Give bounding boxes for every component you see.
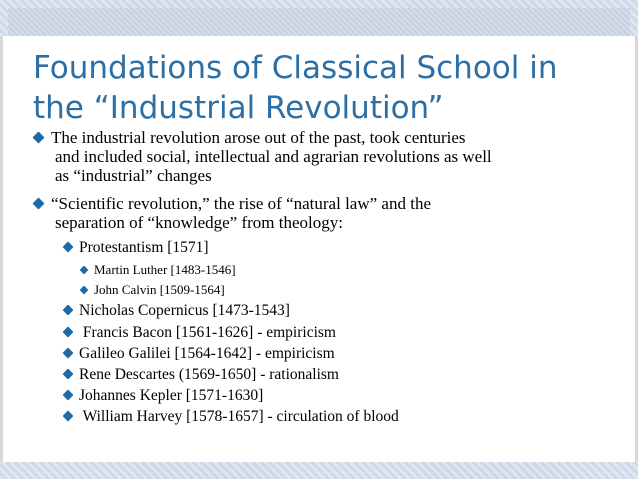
diamond-bullet-icon — [62, 368, 73, 379]
bottom-decorative-band — [0, 462, 638, 479]
sub-bullet-label: Galileo Galilei [1564-1642] - empiricism — [79, 345, 335, 362]
sub-bullet-protestantism — [63, 239, 209, 256]
bullet-1-line-2: and included social, intellectual and agrarian revolutions as well — [55, 147, 492, 166]
title-line-1: Foundations of Classical School in — [33, 50, 558, 86]
sub-bullet-descartes — [63, 366, 339, 383]
sub-bullet-galileo — [63, 345, 335, 362]
sub-bullet-label: Nicholas Copernicus [1473-1543] — [79, 302, 290, 319]
sub-sub-bullet-label: John Calvin [1509-1564] — [94, 282, 225, 297]
bullet-item-2-cont-1 — [55, 214, 343, 231]
sub-bullet-copernicus — [63, 302, 290, 319]
bullet-item-1-cont-2 — [55, 167, 212, 184]
top-band-inner — [8, 8, 630, 36]
bullet-1-line-1: The industrial revolution arose out of the past, took centuries — [51, 128, 466, 147]
diamond-bullet-icon — [62, 326, 73, 337]
diamond-bullet-icon — [80, 286, 89, 295]
sub-bullet-bacon — [63, 324, 336, 341]
sub-bullet-label: Rene Descartes (1569-1650] - rationalism — [79, 366, 339, 383]
sub-sub-bullet-label: Martin Luther [1483-1546] — [94, 262, 236, 277]
diamond-bullet-icon — [32, 131, 44, 143]
diamond-bullet-icon — [62, 389, 73, 400]
sub-bullet-label: Johannes Kepler [1571-1630] — [79, 387, 264, 404]
sub-bullet-label: Protestantism [1571] — [79, 239, 209, 256]
bullet-item-1 — [33, 129, 466, 146]
diamond-bullet-icon — [62, 241, 73, 252]
diamond-bullet-icon — [62, 347, 73, 358]
sub-sub-bullet-luther — [80, 262, 236, 278]
bullet-item-1-cont-1 — [55, 148, 492, 165]
bullet-1-line-3: as “industrial” changes — [55, 166, 212, 185]
sub-bullet-label: Francis Bacon [1561-1626] - empiricism — [79, 324, 336, 341]
sub-bullet-kepler — [63, 387, 263, 404]
sub-bullet-label: William Harvey [1578-1657] - circulation of blood — [79, 408, 399, 425]
bullet-2-line-1: “Scientific revolution,” the rise of “natural law” and the — [51, 194, 431, 213]
diamond-bullet-icon — [80, 266, 89, 275]
slide-title — [33, 48, 613, 128]
bullet-item-2 — [33, 195, 431, 212]
diamond-bullet-icon — [32, 197, 44, 209]
top-decorative-band — [0, 0, 638, 36]
sub-bullet-harvey — [63, 408, 399, 425]
title-line-2: the “Industrial Revolution” — [33, 90, 444, 126]
bullet-2-line-2: separation of “knowledge” from theology: — [55, 213, 343, 232]
sub-sub-bullet-calvin — [80, 282, 225, 298]
diamond-bullet-icon — [62, 410, 73, 421]
diamond-bullet-icon — [62, 304, 73, 315]
